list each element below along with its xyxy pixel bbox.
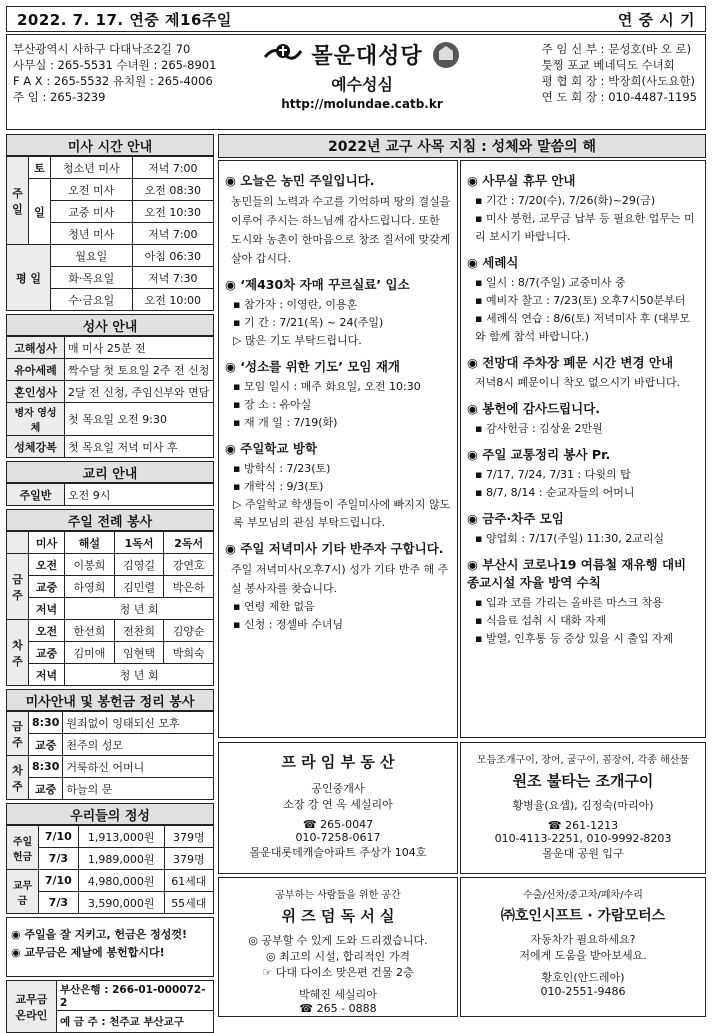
sacrament-value: 첫 목요일 저녁 미사 후: [65, 436, 214, 458]
ad-line: 공인중개사: [311, 782, 365, 795]
mass-name: 청년 미사: [51, 223, 133, 245]
liturgy-cell: 임현택: [114, 642, 164, 664]
liturgy-table: [6, 531, 214, 686]
doctrine-value: 오전 9시: [65, 484, 214, 506]
liturgy-cell: 한선희: [65, 620, 115, 642]
liturgy-cell: 강연호: [164, 554, 214, 576]
offering-cell: 7/3: [39, 848, 79, 870]
pastor: 주 임 신 부 : 문성호(바 오 로): [541, 42, 692, 56]
ad-title: 원조 불타는 조개구이: [512, 772, 654, 790]
sacrament-label: 고해성사: [7, 337, 65, 359]
news-item: [467, 399, 699, 438]
news-right: [460, 160, 706, 738]
liturgy-cell: 청 년 회: [65, 664, 214, 686]
sat-label: 토: [29, 157, 51, 179]
doctrine-label: 주일반: [7, 484, 65, 506]
news-line: 저녁8시 폐문이니 착오 없으시기 바랍니다.: [475, 376, 681, 389]
ad-title: 프 라 임 부 동 산: [281, 753, 395, 771]
news-item: [225, 275, 451, 350]
news-item: [467, 509, 699, 548]
ad-line: ◎ 공부할 수 있게 도와 드리겠습니다.: [248, 934, 428, 947]
council-president: 평 협 회 장 : 박장희(사도요한): [541, 74, 695, 88]
mass-time: 오전 10:00: [132, 289, 213, 311]
ad-title: ㈜호인시프트 · 가람모터스: [500, 908, 666, 924]
liturgy-cell: 오전: [29, 554, 65, 576]
ad-phone: 010-2551-9486: [540, 985, 626, 998]
news-title: ◉ 주일 저녁미사 기타 반주자 구합니다.: [225, 541, 444, 556]
mass-time: 아침 06:30: [132, 245, 213, 267]
news-line: ▪ 7/17, 7/24, 7/31 : 다윗의 탑: [475, 468, 631, 481]
liturgy-head: 해설: [65, 532, 115, 554]
offering-group: 주일 헌금: [7, 826, 39, 870]
mass-time: 오전 08:30: [132, 179, 213, 201]
offering-cell: 1,913,000원: [78, 826, 164, 848]
ad-realestate: [218, 742, 458, 874]
news-item: [467, 353, 699, 392]
sisters: 툿찡 포교 베네딕도 수녀회: [541, 58, 675, 72]
cleanup-cell: 천주의 성모: [63, 734, 214, 756]
season-label: 연 중 시 기: [617, 10, 695, 29]
liturgy-cell: 교중: [29, 576, 65, 598]
liturgy-head: 2독서: [164, 532, 214, 554]
ad-line: ◎ 최고의 시설, 합리적인 가격: [266, 950, 410, 963]
news-line: ▪ 모임 일시 : 매주 화요일, 오전 10:30: [233, 380, 421, 393]
sun-label: 일: [29, 179, 51, 245]
office-phone: 사무실 : 265-5531 수녀원 : 265-8901: [13, 58, 217, 72]
mass-time: 저녁 7:00: [132, 157, 213, 179]
news-item: [225, 357, 451, 432]
news-line: ▪ 참가자 : 이영란, 이용훈: [233, 298, 358, 311]
ad-top: 수출/신차/중고차/폐차/수리: [523, 890, 643, 901]
mass-name: 교중 미사: [51, 201, 133, 223]
news-title: ◉ 주일 교통정리 봉사 Pr.: [467, 447, 611, 462]
cleanup-title: 미사안내 및 봉헌금 정리 봉사: [6, 689, 214, 711]
liturgy-cell: 박은하: [164, 576, 214, 598]
liturgy-cell: 저녁: [29, 598, 65, 620]
news-title: ◉ 사무실 휴무 안내: [467, 173, 576, 188]
account-owner: 예 금 주 : 천주교 부산교구: [57, 1011, 214, 1033]
mass-name: 오전 미사: [51, 179, 133, 201]
sacrament-label: 성체강복: [7, 436, 65, 458]
liturgy-cell: 교중: [29, 642, 65, 664]
weekday-label: 평 일: [7, 245, 51, 311]
address: 부산광역시 사하구 다대낙조2길 70: [13, 42, 191, 56]
news-line: ▪ 장 소 : 유아실: [233, 398, 312, 411]
liturgy-cell: 김민렬: [114, 576, 164, 598]
news-line: ▪ 양업회 : 7/17(주일) 11:30, 2교리실: [475, 532, 665, 545]
ad-line: 몰운대 공원 입구: [542, 847, 624, 860]
sunday-label: 주 일: [7, 157, 29, 245]
news-item: [467, 171, 699, 246]
church-name: 몰운대성당: [311, 44, 423, 69]
bank-account: 부산은행 : 266-01-000072-2: [57, 981, 214, 1011]
mass-time: 저녁 7:30: [132, 267, 213, 289]
offering-group: 교무금: [7, 870, 39, 914]
pastor-phone: 주 임 : 265-3239: [13, 90, 106, 104]
liturgy-cell: 청 년 회: [65, 598, 214, 620]
online-table: [6, 980, 214, 1033]
seal-icon: [431, 40, 461, 70]
ad-top: 공부하는 사람들을 위한 공간: [275, 890, 401, 901]
church-logo-icon: [263, 41, 303, 69]
news-text: 농민들의 노력과 수고를 기억하며 땅의 결실을 이루어 주시는 하느님께 감사드립니다. 또한 도시와 농촌이 한마음으로 창조 질서에 맞갖게 살아 갑시다.: [231, 195, 451, 265]
sacrament-value: 매 미사 25분 전: [65, 337, 214, 359]
liturgy-title: 주일 전례 봉사: [6, 509, 214, 531]
news-line: ▷ 주일학교 학생들이 주일미사에 빠지지 않도록 부모님의 관심 부탁드립니다.: [233, 498, 451, 529]
liturgy-cell: 이봉희: [65, 554, 115, 576]
cleanup-cell: 교중: [29, 734, 63, 756]
left-column: [6, 134, 214, 1033]
sacrament-label: 유아세례: [7, 359, 65, 381]
yeondo-president: 연 도 회 장 : 010-4487-1195: [541, 90, 697, 104]
header-contacts: [13, 41, 216, 105]
news-item: [225, 539, 451, 634]
news-line: ▪ 재 개 일 : 7/19(화): [233, 416, 338, 429]
offering-cell: 61세대: [164, 870, 213, 892]
cleanup-table: [6, 711, 214, 800]
this-week-label: 금주: [7, 712, 29, 756]
liturgy-cell: 김양순: [164, 620, 214, 642]
liturgy-head: 미사: [29, 532, 65, 554]
sacrament-label: 병자 영성체: [7, 403, 65, 436]
news-item: [467, 555, 699, 648]
liturgy-cell: 김영길: [114, 554, 164, 576]
ad-line: 황호인(안드레아): [541, 971, 625, 984]
cleanup-cell: 8:30: [29, 712, 63, 734]
date-label: 2022. 7. 17. 연중 제16주일: [17, 10, 232, 29]
next-week-label: 차주: [7, 756, 29, 800]
subtitle: 예수성심: [331, 75, 393, 94]
sacrament-value: 2달 전 신청, 주임신부와 면담: [65, 381, 214, 403]
doctrine-title: 교리 안내: [6, 461, 214, 483]
ad-phone: ☎ 261-1213: [547, 819, 619, 832]
news-line: ▪ 기간 : 7/20(수), 7/26(화)~29(금): [475, 194, 656, 207]
ad-line: 박혜진 세실리아: [299, 988, 377, 1001]
fax: F A X : 265-5532 유치원 : 265-4006: [13, 74, 213, 88]
news-line: ▪ 세례식 연습 : 8/6(토) 저녁미사 후 (대부모와 함께 참석 바랍니다.): [475, 312, 690, 343]
ad-title: 위 즈 덤 독 서 실: [281, 907, 395, 925]
mass-name: 화·목요일: [51, 267, 133, 289]
cleanup-cell: 8:30: [29, 756, 63, 778]
offering-cell: 379명: [164, 848, 213, 870]
news-left: [218, 160, 458, 738]
liturgy-cell: 박희숙: [164, 642, 214, 664]
ad-phone: ☎ 265 - 0888: [299, 1002, 377, 1015]
news-item: [225, 439, 451, 532]
notice-line: ◉ 주일을 잘 지키고, 헌금은 정성껏!: [11, 928, 188, 941]
liturgy-cell: 전찬희: [114, 620, 164, 642]
news-item: [467, 253, 699, 346]
ad-line: ☞ 다대 다이소 맞은편 건물 2층: [262, 966, 414, 979]
church-title-block: [242, 39, 482, 111]
sacrament-label: 혼인성사: [7, 381, 65, 403]
ad-top: 모듬조개구이, 장어, 굴구이, 꼼장어, 각종 해산물: [476, 755, 690, 766]
cleanup-cell: 거룩하신 어머니: [63, 756, 214, 778]
mass-name: 월요일: [51, 245, 133, 267]
news-title: ◉ 금주·차주 모임: [467, 511, 564, 526]
doctrine-table: [6, 483, 214, 506]
news-line: ▷ 많은 기도 부탁드립니다.: [233, 334, 362, 347]
liturgy-cell: 김미애: [65, 642, 115, 664]
news-text: 주일 저녁미사(오후7시) 성가 기타 반주 해 주실 봉사자를 찾습니다.: [231, 563, 449, 595]
header: [6, 34, 706, 130]
ad-studyroom: [218, 877, 458, 1017]
liturgy-cell: 저녁: [29, 664, 65, 686]
news-item: [467, 445, 699, 502]
sacrament-table: [6, 336, 214, 458]
news-title: ◉ 주일학교 방학: [225, 441, 318, 456]
news-title: ◉ ‘성소를 위한 기도’ 모임 재개: [225, 359, 400, 374]
top-bar: [6, 6, 706, 32]
liturgy-cell: 오전: [29, 620, 65, 642]
sacrament-title: 성사 안내: [6, 314, 214, 336]
news-title: ◉ ‘제430차 자매 꾸르실료’ 입소: [225, 277, 410, 292]
news-title: ◉ 세례식: [467, 255, 519, 270]
cleanup-cell: 원죄없이 잉태되신 모후: [63, 712, 214, 734]
news-line: ▪ 개학식 : 9/3(토): [233, 480, 324, 493]
mass-name: 수·금요일: [51, 289, 133, 311]
ad-line: 자동차가 필요하세요?: [530, 933, 636, 946]
news-line: ▪ 식음료 섭취 시 대화 자제: [475, 614, 607, 627]
news-line: ▪ 일시 : 8/7(주일) 교중미사 중: [475, 276, 626, 289]
liturgy-cell: 하영희: [65, 576, 115, 598]
news-line: ▪ 감사헌금 : 김상윤 2만원: [475, 422, 603, 435]
offering-cell: 55세대: [164, 892, 213, 914]
notice-line: ◉ 교무금은 제날에 봉헌합시다!: [11, 946, 165, 959]
this-week-label: 금주: [7, 554, 29, 620]
news-line: ▪ 입과 코를 가리는 올바른 마스크 착용: [475, 596, 663, 609]
news-line: ▪ 8/7, 8/14 : 순교자들의 어머니: [475, 486, 635, 499]
cleanup-cell: 교중: [29, 778, 63, 800]
notice-box: [6, 917, 214, 977]
ad-phone: 010-7258-0617: [295, 831, 381, 844]
ad-line: 소장 강 연 옥 세실리아: [283, 798, 393, 811]
news-title: ◉ 부산시 코로나19 여름철 재유행 대비 종교시설 자율 방역 수칙: [467, 557, 687, 590]
news-line: ▪ 미사 봉헌, 교무금 납부 등 필요한 업무는 미리 보시기 바랍니다.: [475, 212, 695, 243]
offering-title: 우리들의 정성: [6, 803, 214, 825]
sacrament-value: 첫 목요일 오전 9:30: [65, 403, 214, 436]
offering-cell: 379명: [164, 826, 213, 848]
news-title: ◉ 전망대 주차장 폐문 시간 변경 안내: [467, 355, 674, 370]
ad-phone: 010-4113-2251, 010-9992-8203: [494, 832, 672, 845]
mass-time: 오전 10:30: [132, 201, 213, 223]
ad-line: 저에게 도움을 받아보세요.: [519, 949, 647, 962]
ad-restaurant: [460, 742, 706, 874]
main-title: 2022년 교구 사목 지침 : 성체와 말씀의 해: [218, 134, 706, 158]
ad-line: 황병율(요셉), 김정숙(마리아): [512, 799, 654, 812]
news-line: ▪ 방학식 : 7/23(토): [233, 462, 331, 475]
mass-time: 저녁 7:00: [132, 223, 213, 245]
online-label: 교무금 온라인: [7, 981, 57, 1033]
offering-cell: 7/10: [39, 826, 79, 848]
news-line: ▪ 연령 제한 없음: [233, 600, 315, 613]
mass-table: [6, 156, 214, 311]
news-line: ▪ 기 간 : 7/21(목) ~ 24(주일): [233, 316, 384, 329]
liturgy-head: 1독서: [114, 532, 164, 554]
ad-phone: ☎ 265-0047: [302, 818, 374, 831]
ad-line: 몰운대롯데캐슬아파트 주상가 104호: [249, 846, 427, 859]
offering-cell: 7/3: [39, 892, 79, 914]
cleanup-cell: 하늘의 문: [63, 778, 214, 800]
news-line: ▪ 신청 : 정셀바 수녀님: [233, 618, 344, 631]
offering-cell: 4,980,000원: [78, 870, 164, 892]
offering-table: [6, 825, 214, 914]
website-link[interactable]: http://molundae.catb.kr: [281, 97, 443, 111]
offering-cell: 3,590,000원: [78, 892, 164, 914]
news-item: [225, 171, 451, 268]
offering-cell: 1,989,000원: [78, 848, 164, 870]
news-title: ◉ 오늘은 농민 주일입니다.: [225, 173, 375, 188]
sacrament-value: 짝수달 첫 토요일 2주 전 신청: [65, 359, 214, 381]
news-title: ◉ 봉헌에 감사드립니다.: [467, 401, 601, 416]
offering-cell: 7/10: [39, 870, 79, 892]
news-line: ▪ 예비자 찰고 : 7/23(토) 오후7시50분부터: [475, 294, 686, 307]
news-line: ▪ 발열, 인후통 등 증상 있을 시 출입 자제: [475, 632, 674, 645]
header-staff: [542, 41, 697, 105]
mass-name: 청소년 미사: [51, 157, 133, 179]
mass-title: 미사 시간 안내: [6, 134, 214, 156]
next-week-label: 차주: [7, 620, 29, 686]
ad-motors: [460, 877, 706, 1017]
